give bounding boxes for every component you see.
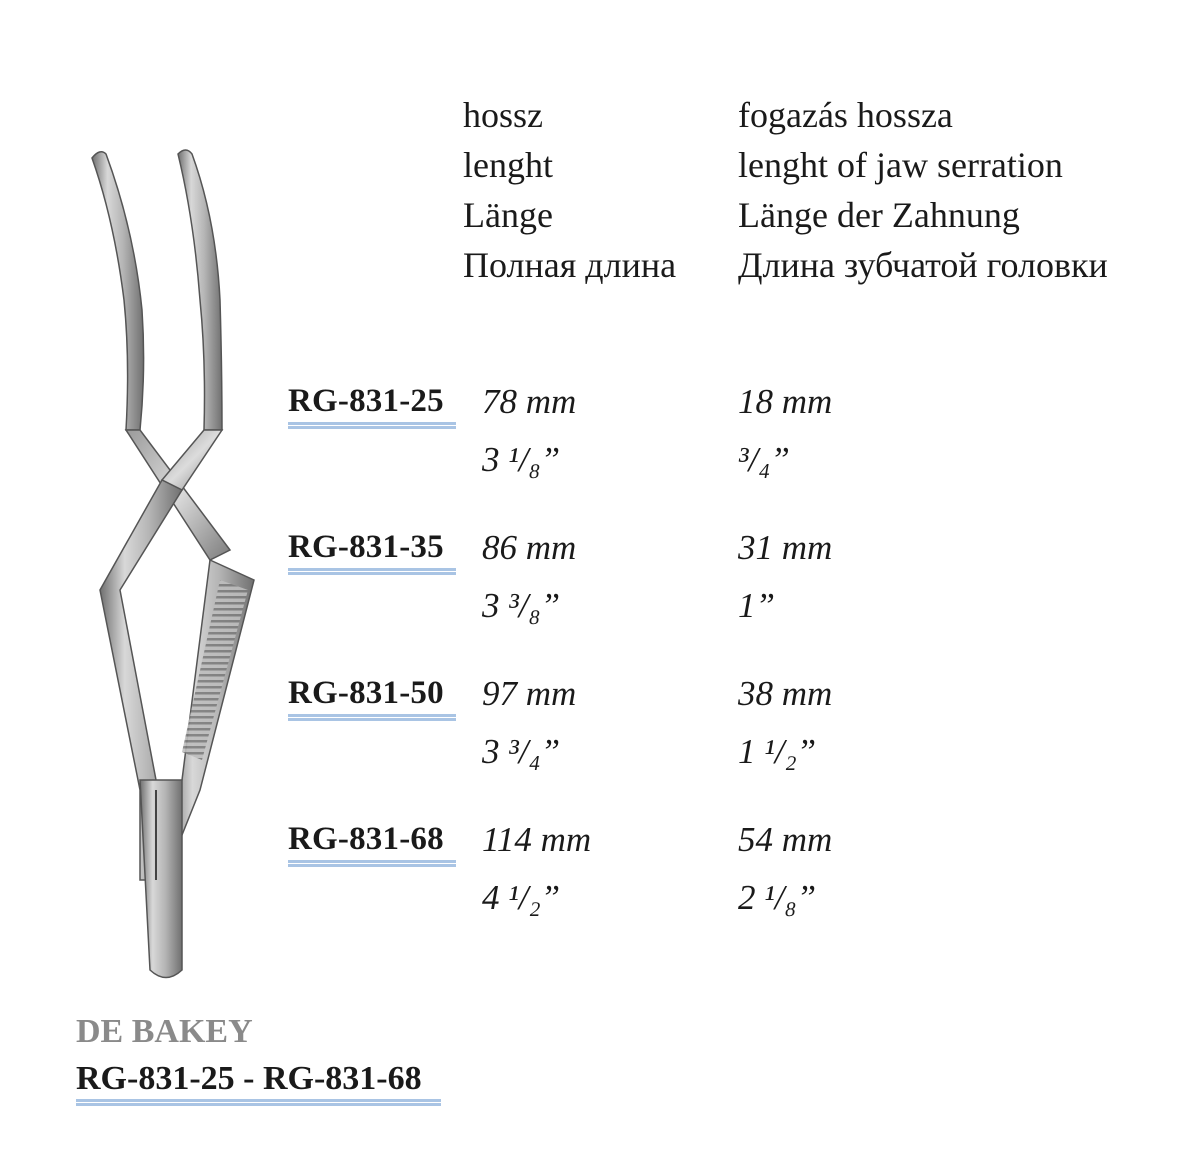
- product-range: RG-831-25 - RG-831-68: [76, 1060, 422, 1097]
- jaw-inch: 1”: [738, 586, 775, 625]
- jaw-mm: 31 mm: [738, 528, 833, 567]
- code-underline: [288, 714, 456, 721]
- header-de: Länge der Zahnung: [738, 195, 1020, 235]
- length-header: [463, 90, 676, 290]
- range-underline: [76, 1099, 441, 1106]
- code-underline: [288, 568, 456, 575]
- length-inch: 4 ¹/₂”: [482, 878, 561, 917]
- debakey-clamp-instrument-icon: [70, 140, 270, 1000]
- jaw-inch: 2 ¹/₈”: [738, 878, 817, 917]
- jaw-mm: 54 mm: [738, 820, 833, 859]
- length-inch: 3 ¹/₈”: [482, 440, 561, 479]
- header-hu: hossz: [463, 95, 543, 135]
- jaw-inch: ³/₄”: [738, 440, 790, 479]
- brand-name: DE BAKEY: [76, 1013, 253, 1050]
- length-inch: 3 ³/₄”: [482, 732, 561, 771]
- length-mm: 86 mm: [482, 528, 577, 567]
- code-underline: [288, 860, 456, 867]
- jaw-serration-header: [738, 90, 1108, 290]
- header-ru: Длина зубчатой головки: [738, 245, 1108, 285]
- header-hu: fogazás hossza: [738, 95, 953, 135]
- product-code: RG-831-25: [288, 383, 444, 419]
- header-de: Länge: [463, 195, 553, 235]
- length-mm: 114 mm: [482, 820, 592, 859]
- jaw-mm: 38 mm: [738, 674, 833, 713]
- product-code: RG-831-50: [288, 675, 444, 711]
- jaw-inch: 1 ¹/₂”: [738, 732, 817, 771]
- header-en: lenght: [463, 145, 553, 185]
- code-underline: [288, 422, 456, 429]
- length-mm: 97 mm: [482, 674, 577, 713]
- product-code: RG-831-68: [288, 821, 444, 857]
- jaw-mm: 18 mm: [738, 382, 833, 421]
- length-inch: 3 ³/₈”: [482, 586, 561, 625]
- length-mm: 78 mm: [482, 382, 577, 421]
- header-ru: Полная длина: [463, 245, 677, 285]
- header-en: lenght of jaw serration: [738, 145, 1063, 185]
- product-code: RG-831-35: [288, 529, 444, 565]
